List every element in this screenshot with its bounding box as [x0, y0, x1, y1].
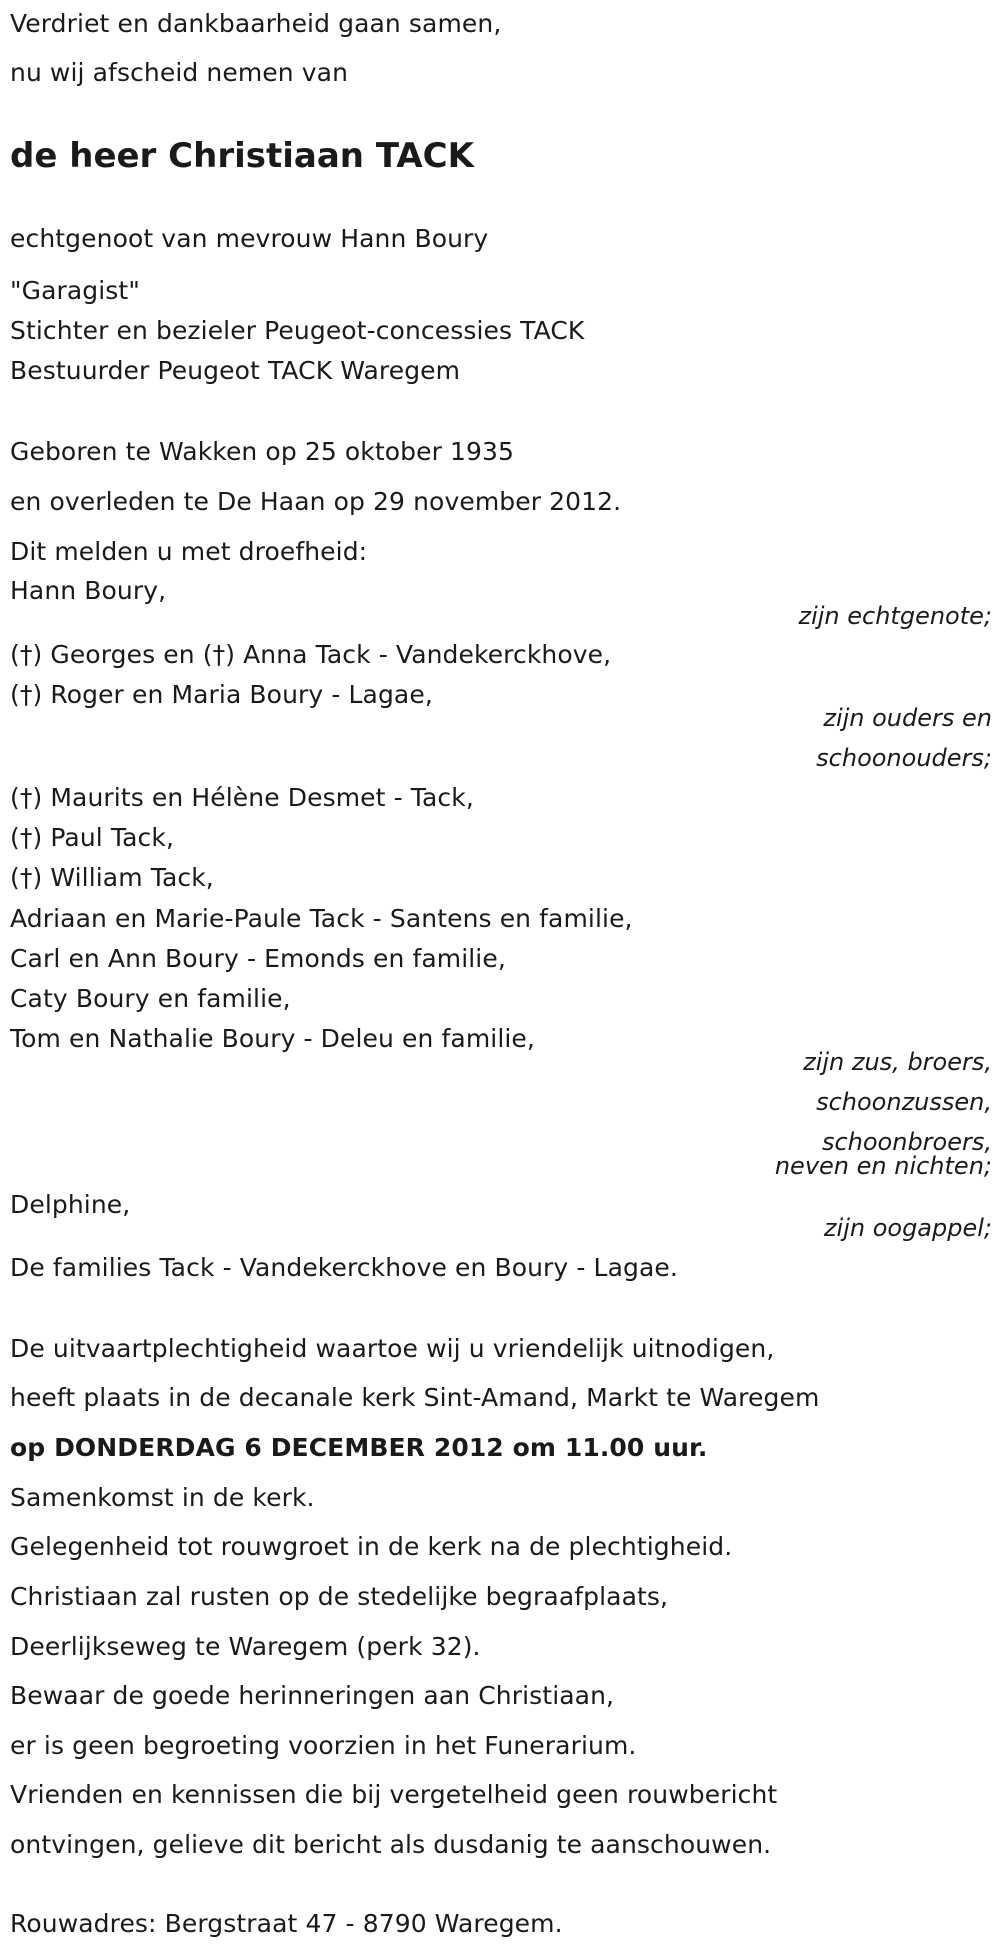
birth-line: Geboren te Wakken op 25 oktober 1935: [10, 437, 515, 466]
ceremony-line: Gelegenheid tot rouwgroet in de kerk na de plechtigheid.: [10, 1532, 733, 1561]
relation-label: zijn ouders en: [823, 704, 992, 732]
mourners-intro: Dit melden u met droefheid:: [10, 537, 368, 566]
relation-label: schoonouders;: [816, 744, 992, 772]
mourner-line: Adriaan en Marie-Paule Tack - Santens en familie,: [10, 904, 633, 933]
mourner-grandchild: Delphine,: [10, 1190, 131, 1219]
ceremony-line: Samenkomst in de kerk.: [10, 1483, 315, 1512]
spouse-line: echtgenoot van mevrouw Hann Boury: [10, 224, 489, 253]
relation-label: schoonbroers,: [821, 1128, 992, 1156]
relation-label: zijn oogappel;: [823, 1214, 992, 1242]
role-line: Bestuurder Peugeot TACK Waregem: [10, 356, 461, 385]
death-line: en overleden te De Haan op 29 november 2012.: [10, 487, 622, 516]
mourner-line: Tom en Nathalie Boury - Deleu en familie,: [10, 1024, 535, 1053]
ceremony-line: heeft plaats in de decanale kerk Sint-Amand, Markt te Waregem: [10, 1383, 820, 1412]
ceremony-line: Christiaan zal rusten op de stedelijke begraafplaats,: [10, 1582, 669, 1611]
mourning-address: Rouwadres: Bergstraat 47 - 8790 Waregem.: [10, 1909, 563, 1938]
relation-label: zijn zus, broers,: [803, 1048, 992, 1076]
mourner-line: Carl en Ann Boury - Emonds en familie,: [10, 944, 506, 973]
ceremony-line: er is geen begroeting voorzien in het Funerarium.: [10, 1731, 637, 1760]
relation-label: schoonzussen,: [816, 1088, 992, 1116]
role-line: "Garagist": [10, 276, 140, 305]
mourner-line: (†) Roger en Maria Boury - Lagae,: [10, 680, 433, 709]
mourner-line: (†) Georges en (†) Anna Tack - Vandekerckhove,: [10, 640, 612, 669]
ceremony-line: ontvingen, gelieve dit bericht als dusdanig te aanschouwen.: [10, 1830, 772, 1859]
relation-label: neven en nichten;: [774, 1152, 992, 1180]
relation-label: zijn echtgenote;: [798, 602, 992, 630]
mourner-line: (†) Paul Tack,: [10, 823, 174, 852]
families-line: De families Tack - Vandekerckhove en Boury - Lagae.: [10, 1253, 678, 1282]
ceremony-line: Bewaar de goede herinneringen aan Christiaan,: [10, 1681, 615, 1710]
ceremony-line: De uitvaartplechtigheid waartoe wij u vriendelijk uitnodigen,: [10, 1334, 775, 1363]
mourner-spouse: Hann Boury,: [10, 576, 167, 605]
mourner-line: (†) Maurits en Hélène Desmet - Tack,: [10, 783, 474, 812]
mourner-line: (†) William Tack,: [10, 863, 214, 892]
mourner-line: Caty Boury en familie,: [10, 984, 291, 1013]
role-line: Stichter en bezieler Peugeot-concessies TACK: [10, 316, 585, 345]
ceremony-line: Vrienden en kennissen die bij vergetelheid geen rouwbericht: [10, 1780, 778, 1809]
ceremony-line: Deerlijkseweg te Waregem (perk 32).: [10, 1632, 481, 1661]
opening-line-1: Verdriet en dankbaarheid gaan samen,: [10, 9, 502, 38]
deceased-name: de heer Christiaan TACK: [10, 136, 474, 176]
opening-line-2: nu wij afscheid nemen van: [10, 58, 349, 87]
ceremony-date: op DONDERDAG 6 DECEMBER 2012 om 11.00 uur.: [10, 1433, 708, 1462]
